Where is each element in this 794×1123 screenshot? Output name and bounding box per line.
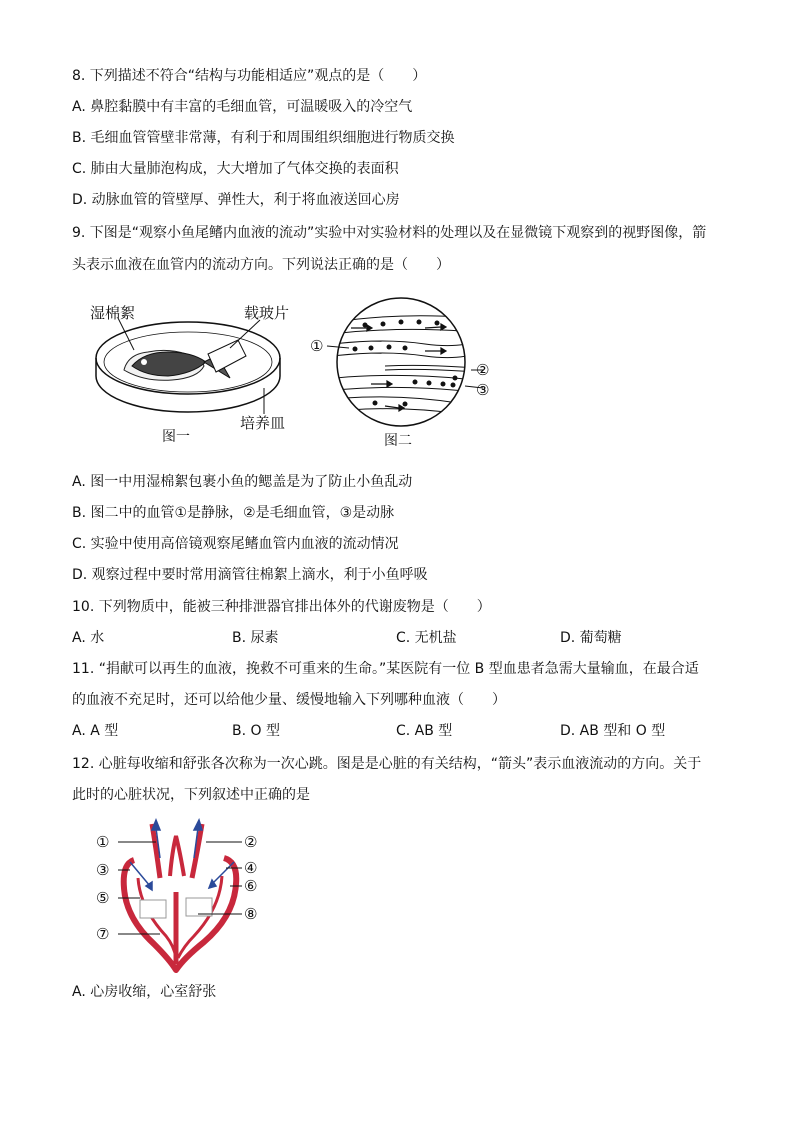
q11-stem-line2: 的血液不充足时，还可以给他少量、缓慢地输入下列哪种血液（ ） [72, 692, 506, 708]
q8-option-d: D. 动脉血管的管壁厚、弹性大，利于将血液送回心房 [72, 192, 400, 208]
q11-option-a: A. A 型 [72, 723, 119, 739]
q8-option-c: C. 肺由大量肺泡构成，大大增加了气体交换的表面积 [72, 161, 399, 177]
heart-marker-1: ① [96, 833, 110, 851]
q10-option-d: D. 葡萄糖 [560, 630, 622, 646]
q12-option-a: A. 心房收缩，心室舒张 [72, 984, 217, 1000]
label-wet-cotton: 湿棉絮 [90, 304, 136, 322]
q10-stem: 10. 下列物质中，能被三种排泄器官排出体外的代谢废物是（ ） [72, 599, 491, 615]
q9-option-a: A. 图一中用湿棉絮包裹小鱼的鳃盖是为了防止小鱼乱动 [72, 474, 413, 490]
q8-option-a: A. 鼻腔黏膜中有丰富的毛细血管，可温暖吸入的冷空气 [72, 99, 413, 115]
label-glass-slide: 载玻片 [244, 304, 290, 322]
q10-option-c: C. 无机盐 [396, 630, 457, 646]
q12-stem-line2: 此时的心脏状况，下列叙述中正确的是 [72, 787, 310, 803]
figure1-caption: 图一 [162, 429, 190, 445]
q9-option-d: D. 观察过程中要时常用滴管往棉絮上滴水，利于小鱼呼吸 [72, 567, 428, 583]
heart-marker-3: ③ [96, 861, 110, 879]
q8-stem: 8. 下列描述不符合“结构与功能相适应”观点的是（ ） [72, 68, 427, 84]
q11-stem-line1: 11. “捐献可以再生的血液，挽救不可重来的生命。”某医院有一位 B 型血患者急需大量输血，在最合适 [72, 661, 699, 677]
fig2-marker-2: ② [476, 361, 490, 379]
microscope-view-illustration [305, 294, 505, 434]
label-petri-dish: 培养皿 [240, 414, 286, 432]
q10-option-a: A. 水 [72, 630, 105, 646]
q9-option-c: C. 实验中使用高倍镜观察尾鳍血管内血液的流动情况 [72, 536, 399, 552]
fig2-marker-1: ① [310, 337, 324, 355]
heart-marker-7: ⑦ [96, 925, 110, 943]
heart-marker-4: ④ [244, 859, 258, 877]
q9-figure2 [305, 294, 505, 434]
q12-stem-line1: 12. 心脏每收缩和舒张各次称为一次心跳。图是是心脏的有关结构，“箭头”表示血液流动的方向。关于 [72, 756, 702, 772]
heart-marker-5: ⑤ [96, 889, 110, 907]
q9-stem-line2: 头表示血液在血管内的流动方向。下列说法正确的是（ ） [72, 257, 450, 273]
heart-marker-6: ⑥ [244, 877, 258, 895]
fig2-marker-3: ③ [476, 381, 490, 399]
figure2-caption: 图二 [384, 433, 412, 449]
heart-marker-8: ⑧ [244, 905, 258, 923]
q8-option-b: B. 毛细血管管壁非常薄，有利于和周围组织细胞进行物质交换 [72, 130, 455, 146]
q9-option-b: B. 图二中的血管①是静脉，②是毛细血管，③是动脉 [72, 505, 395, 521]
heart-marker-2: ② [244, 833, 258, 851]
q10-option-b: B. 尿素 [232, 630, 279, 646]
q11-option-c: C. AB 型 [396, 723, 453, 739]
q11-option-b: B. O 型 [232, 723, 280, 739]
q11-option-d: D. AB 型和 O 型 [560, 723, 666, 739]
q9-stem-line1: 9. 下图是“观察小鱼尾鳍内血液的流动”实验中对实验材料的处理以及在显微镜下观察到的视野图像，箭 [72, 225, 707, 241]
